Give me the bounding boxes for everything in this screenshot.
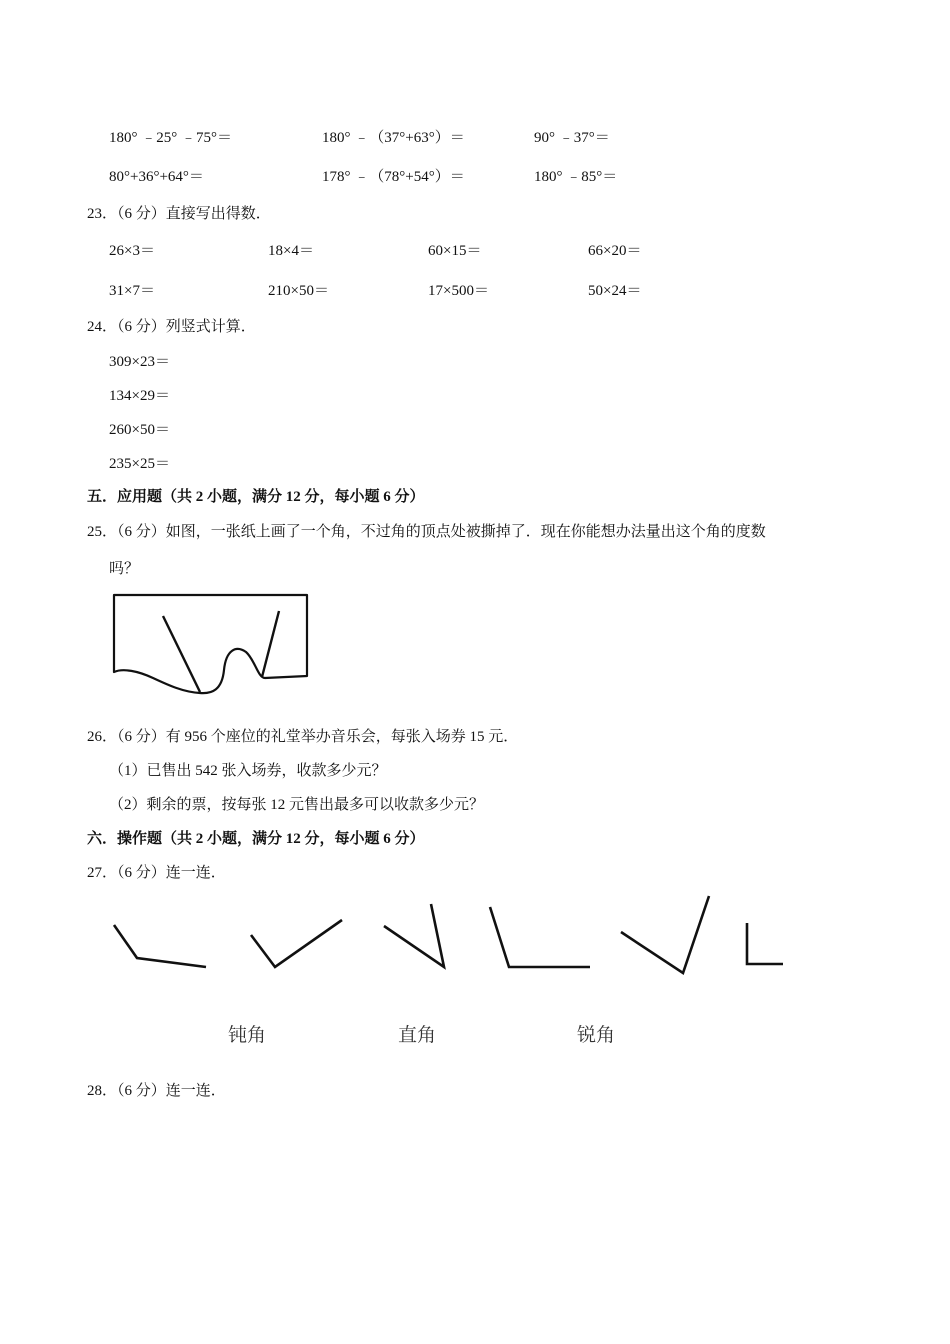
calc-2-2: 178° ﹣（78°+54°）＝ [322,169,465,185]
question-26-sub2: （2）剩余的票，按每张 12 元售出最多可以收款多少元？ [109,797,485,813]
question-text: （6 分）如图，一张纸上画了一个角，不过角的顶点处被撕掉了．现在你能想办法量出这个角的度数 [117,524,766,540]
question-25-cont: 吗？ [109,561,140,577]
question-26-sub1: （1）已售出 542 张入场券，收款多少元？ [109,763,387,779]
acute-angle-shape [621,896,709,973]
label-obtuse-angle: 钝角 [228,1024,267,1046]
section-5-title: 五．应用题（共 2 小题，满分 12 分，每小题 6 分） [87,489,425,505]
calc-1-2: 180° ﹣（37°+63°）＝ [322,130,465,146]
question-23 [87,207,271,222]
question-number: 28． [87,1083,118,1099]
question-number: 23． [87,206,118,222]
q24-item: 134×29＝ [109,388,170,404]
angles-row-figure [100,885,800,985]
question-number: 24． [87,319,118,335]
question-25 [87,525,766,540]
q23-item: 26×3＝ [109,243,155,259]
q23-item: 50×24＝ [588,283,642,299]
acute-angle-shape [384,904,444,967]
q24-item: 235×25＝ [109,456,170,472]
q24-item: 260×50＝ [109,422,170,438]
right-angle-shape [747,923,783,964]
question-text: （6 分）连一连． [117,1083,226,1099]
obtuse-angle-shape [251,920,342,967]
calc-2-3: 180° ﹣85°＝ [534,169,618,185]
calc-2-1: 80°+36°+64°＝ [109,169,204,185]
calc-1-1: 180° ﹣25° ﹣75°＝ [109,130,232,146]
label-acute-angle: 锐角 [577,1024,616,1046]
label-right-angle: 直角 [398,1024,437,1046]
question-number: 25． [87,524,118,540]
q23-item: 31×7＝ [109,283,155,299]
question-28 [87,1084,226,1099]
q23-item: 17×500＝ [428,283,489,299]
q24-item: 309×23＝ [109,354,170,370]
question-24 [87,320,256,335]
calc-1-3: 90° ﹣37°＝ [534,130,610,146]
section-6-title: 六．操作题（共 2 小题，满分 12 分，每小题 6 分） [87,831,425,847]
q23-item: 18×4＝ [268,243,314,259]
q23-item: 210×50＝ [268,283,329,299]
question-text: （6 分）列竖式计算． [117,319,256,335]
right-angle-shape [490,907,590,967]
question-number: 27． [87,865,118,881]
q23-item: 66×20＝ [588,243,642,259]
question-text: （6 分）有 956 个座位的礼堂举办音乐会，每张入场券 15 元． [117,729,519,745]
question-number: 26． [87,729,118,745]
obtuse-angle-shape [114,925,206,967]
question-text: （6 分）连一连． [117,865,226,881]
q23-item: 60×15＝ [428,243,482,259]
question-26 [87,730,518,745]
torn-paper-angle-figure [108,590,314,698]
question-27 [87,866,226,881]
question-text: （6 分）直接写出得数． [117,206,271,222]
